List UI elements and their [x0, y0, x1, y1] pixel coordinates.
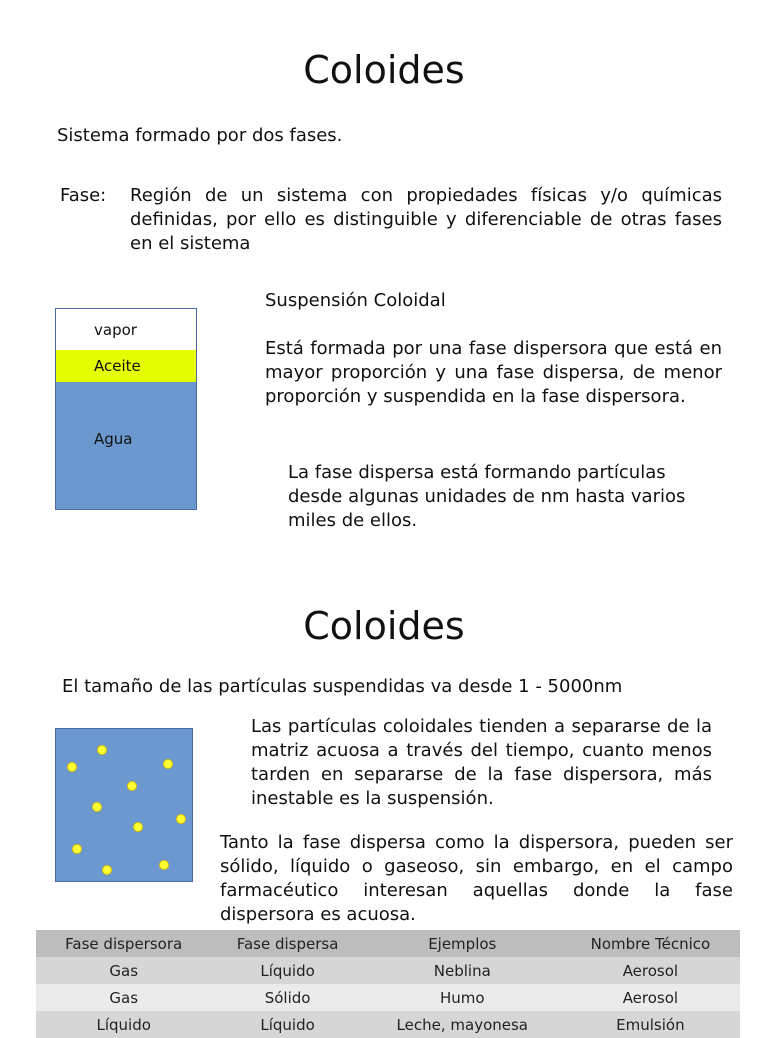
table-cell: Aerosol — [561, 957, 740, 984]
table-cell: Gas — [36, 957, 211, 984]
particles-text: La fase dispersa está formando partículas desde algunas unidades de nm hasta varios miles de ellos. — [288, 462, 686, 531]
fase-definition: Región de un sistema con propiedades físicas y/o químicas definidas, por ello es distinguible y diferenciable de otras fases en el sistema — [130, 185, 722, 254]
suspension-title: Suspensión Coloidal — [265, 290, 446, 311]
particle-dot — [92, 802, 102, 812]
particle-diagram — [55, 728, 193, 882]
particle-dot — [102, 865, 112, 875]
phase-text: Tanto la fase dispersa como la dispersora, pueden ser sólido, líquido o gaseoso, sin embargo, en el campo farmacéutico interesan aquellas donde la fase dispersora es acuosa. — [220, 832, 733, 925]
table-row — [36, 957, 740, 984]
separate-text: Las partículas coloidales tienden a separarse de la matriz acuosa a través del tiempo, cuanto menos tarden en separarse de la fase dispersora, más inestable es la suspensión. — [251, 716, 712, 809]
particle-dot — [97, 745, 107, 755]
suspension-text: Está formada por una fase dispersora que está en mayor proporción y una fase dispersa, de menor proporción y suspendida en la fase dispersora. — [265, 338, 722, 407]
table-cell: Humo — [364, 984, 561, 1011]
colloid-table — [36, 930, 740, 1038]
vapor-label: vapor — [94, 320, 137, 339]
table-header-row — [36, 930, 740, 957]
table-header-cell: Fase dispersora — [36, 930, 211, 957]
table-header-cell: Ejemplos — [364, 930, 561, 957]
table-cell: Sólido — [211, 984, 363, 1011]
table-row — [36, 984, 740, 1011]
slide2-title: Coloides — [303, 604, 465, 648]
intro-text: Sistema formado por dos fases. — [57, 125, 343, 146]
particle-dot — [72, 844, 82, 854]
vapor-layer — [56, 309, 196, 350]
table-cell: Leche, mayonesa — [364, 1011, 561, 1038]
table-row — [36, 1011, 740, 1038]
size-text: El tamaño de las partículas suspendidas va desde 1 - 5000nm — [62, 676, 623, 697]
particle-dot — [159, 860, 169, 870]
phase-diagram — [55, 308, 197, 510]
agua-label: Agua — [94, 430, 133, 448]
particle-dot — [127, 781, 137, 791]
table-header-cell: Fase dispersa — [211, 930, 363, 957]
fase-label: Fase: — [60, 185, 107, 206]
table-cell: Líquido — [211, 1011, 363, 1038]
table-header-cell: Nombre Técnico — [561, 930, 740, 957]
table-cell: Neblina — [364, 957, 561, 984]
table-cell: Gas — [36, 984, 211, 1011]
slide1-title: Coloides — [303, 48, 465, 92]
agua-layer — [56, 382, 196, 509]
particle-dot — [176, 814, 186, 824]
table-cell: Líquido — [211, 957, 363, 984]
aceite-layer — [56, 350, 196, 382]
particle-dot — [163, 759, 173, 769]
particle-dot — [67, 762, 77, 772]
particle-dot — [133, 822, 143, 832]
table-cell: Líquido — [36, 1011, 211, 1038]
table-cell: Emulsión — [561, 1011, 740, 1038]
aceite-label: Aceite — [94, 357, 141, 375]
table-cell: Aerosol — [561, 984, 740, 1011]
